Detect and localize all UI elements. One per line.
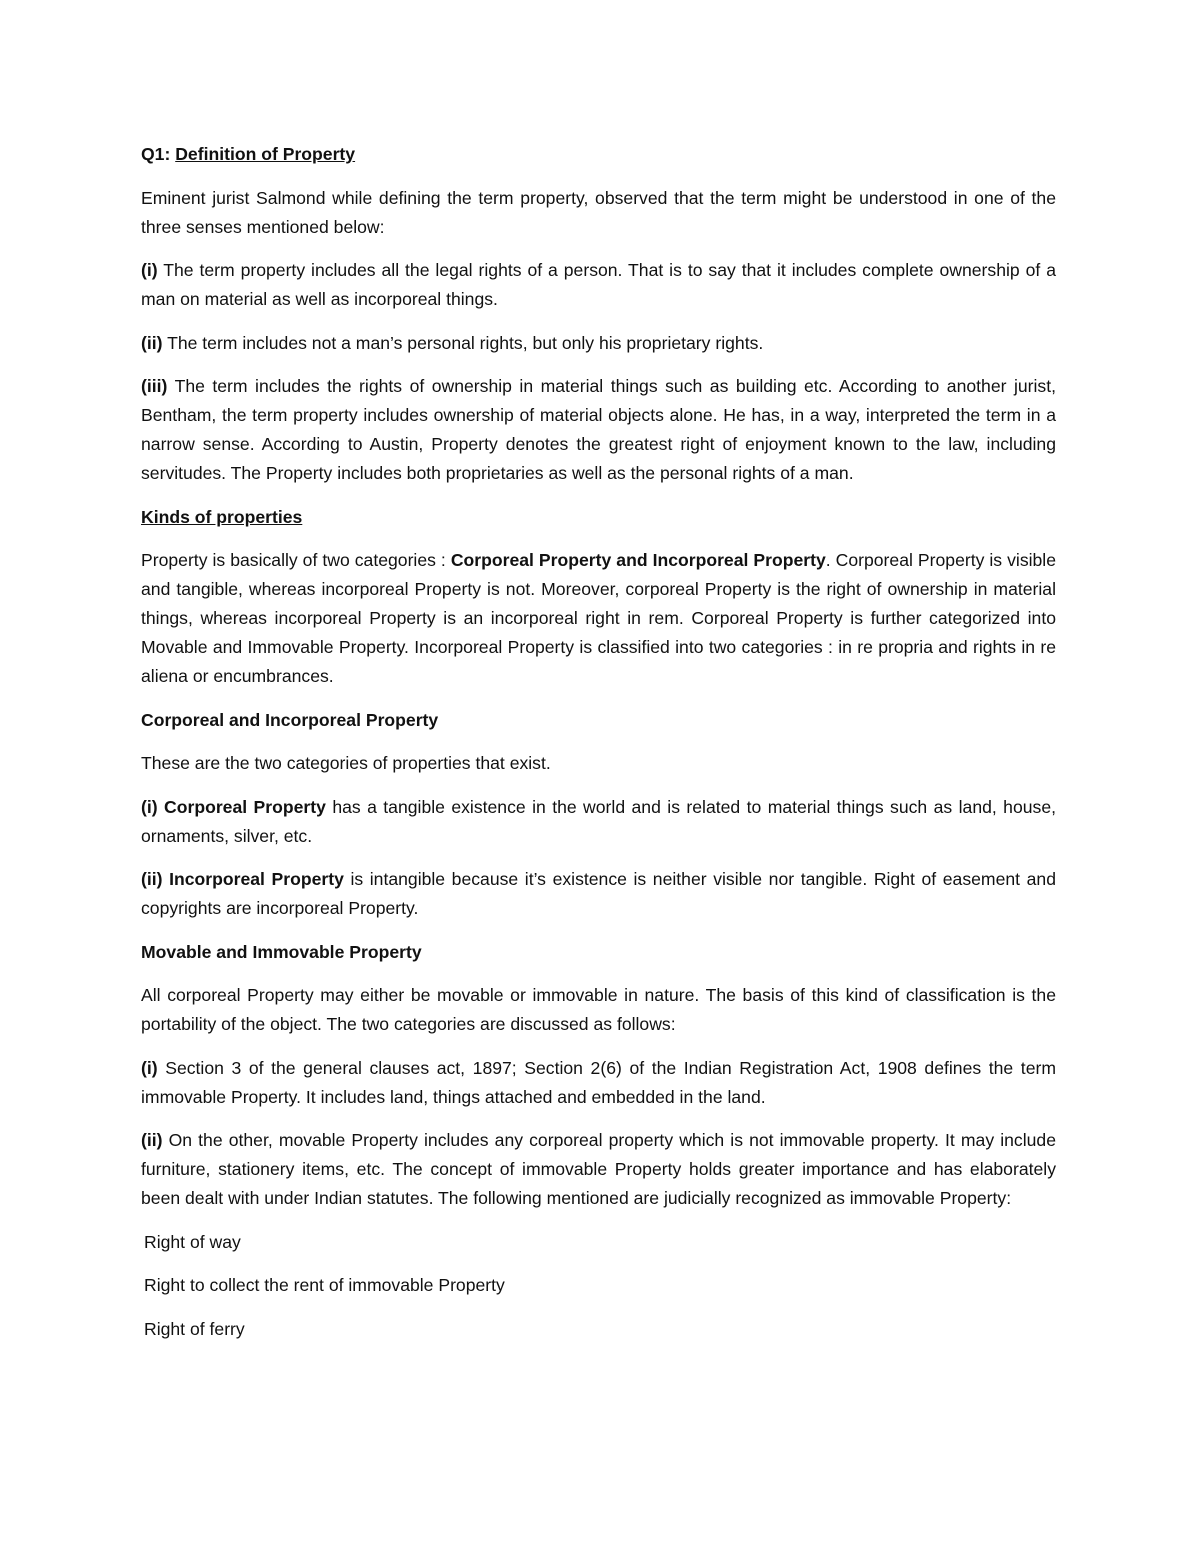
movable-item-2 (141, 1126, 1056, 1213)
movable-heading: Movable and Immovable Property (141, 941, 422, 962)
corporeal-intro: These are the two categories of properties that exist. (141, 753, 551, 773)
movable-item-1 (141, 1054, 1056, 1112)
movable-item-2-number: (ii) (141, 1130, 163, 1150)
movable-intro: All corporeal Property may either be movable or immovable in nature. The basis of this kind of classification is the portability of the object. The two categories are discussed as follows: (141, 985, 1056, 1034)
sense-2 (141, 329, 1056, 358)
sense-1-number: (i) (141, 260, 158, 280)
corporeal-item-1-number: (i) (141, 796, 165, 817)
corporeal-item-2 (141, 865, 1056, 923)
kinds-text-rest: . Corporeal Property is visible and tangible, whereas incorporeal Property is not. Moreover, corporeal Property is the right of ownership in material things, whereas incorporeal Property is an incorporeal right in rem. Corporeal Property is further categorized into Movable and Immovable Property. Incorporeal Property is classified into two categories : in re propria and rights in re aliena or encumbrances. (141, 550, 1057, 686)
sense-1 (141, 256, 1056, 314)
sense-2-text: The term includes not a man’s personal rights, but only his proprietary rights. (162, 332, 764, 353)
corporeal-heading: Corporeal and Incorporeal Property (141, 709, 439, 730)
document-body (141, 140, 1056, 1344)
corporeal-item-1 (141, 793, 1056, 851)
kinds-heading: Kinds of properties (141, 506, 303, 527)
intro-paragraph: Eminent jurist Salmond while defining the term property, observed that the term might be understood in one of the three senses mentioned below: (141, 187, 1056, 237)
sense-3-text: The term includes the rights of ownership in material things such as building etc. According to another jurist, Bentham, the term property includes ownership of material objects alone. He has, in a way, interpreted the term in a narrow sense. According to Austin, Property denotes the greatest right of enjoyment known to the law, including servitudes. The Property includes both proprietaries as well as the personal rights of a man. (141, 376, 1056, 483)
movable-item-1-number: (i) (141, 1057, 158, 1078)
movable-item-1-text: Section 3 of the general clauses act, 1897; Section 2(6) of the Indian Registration Act, 1908 defines the term immovable Property. It includes land, things attached and embedded in the land. (141, 1057, 1056, 1107)
kinds-text-bold: Corporeal Property and Incorporeal Property (450, 550, 826, 570)
sense-3-number: (iii) (141, 376, 168, 396)
corporeal-item-1-text: has a tangible existence in the world and is related to material things such as land, house, ornaments, silver, etc. (141, 796, 1057, 846)
sense-1-text: The term property includes all the legal rights of a person. That is to say that it includes complete ownership of a man on material as well as incorporeal things. (141, 260, 1056, 309)
q1-prefix: Q1: (141, 144, 176, 164)
list-item: Right to collect the rent of immovable Property (144, 1275, 505, 1295)
corporeal-item-1-term: Corporeal Property (164, 796, 326, 817)
list-item: Right of way (144, 1231, 241, 1252)
corporeal-item-2-term: Incorporeal Property (169, 869, 344, 889)
q1-heading (141, 140, 1056, 169)
corporeal-item-2-number: (ii) (141, 869, 170, 889)
kinds-text-start: Property is basically of two categories : (141, 550, 451, 570)
movable-item-2-text: On the other, movable Property includes any corporeal property which is not immovable property. It may include furniture, stationery items, etc. The concept of immovable Property holds greater importance and has elaborately been dealt with under Indian statutes. The following mentioned are judicially recognized as immovable Property: (141, 1130, 1056, 1208)
sense-3 (141, 372, 1056, 488)
corporeal-item-2-text: is intangible because it’s existence is neither visible nor tangible. Right of easement and copyrights are incorporeal Property. (141, 869, 1056, 918)
list-item: Right of ferry (144, 1318, 245, 1339)
q1-title: Definition of Property (175, 144, 356, 164)
sense-2-number: (ii) (141, 332, 163, 353)
kinds-paragraph (141, 546, 1056, 691)
